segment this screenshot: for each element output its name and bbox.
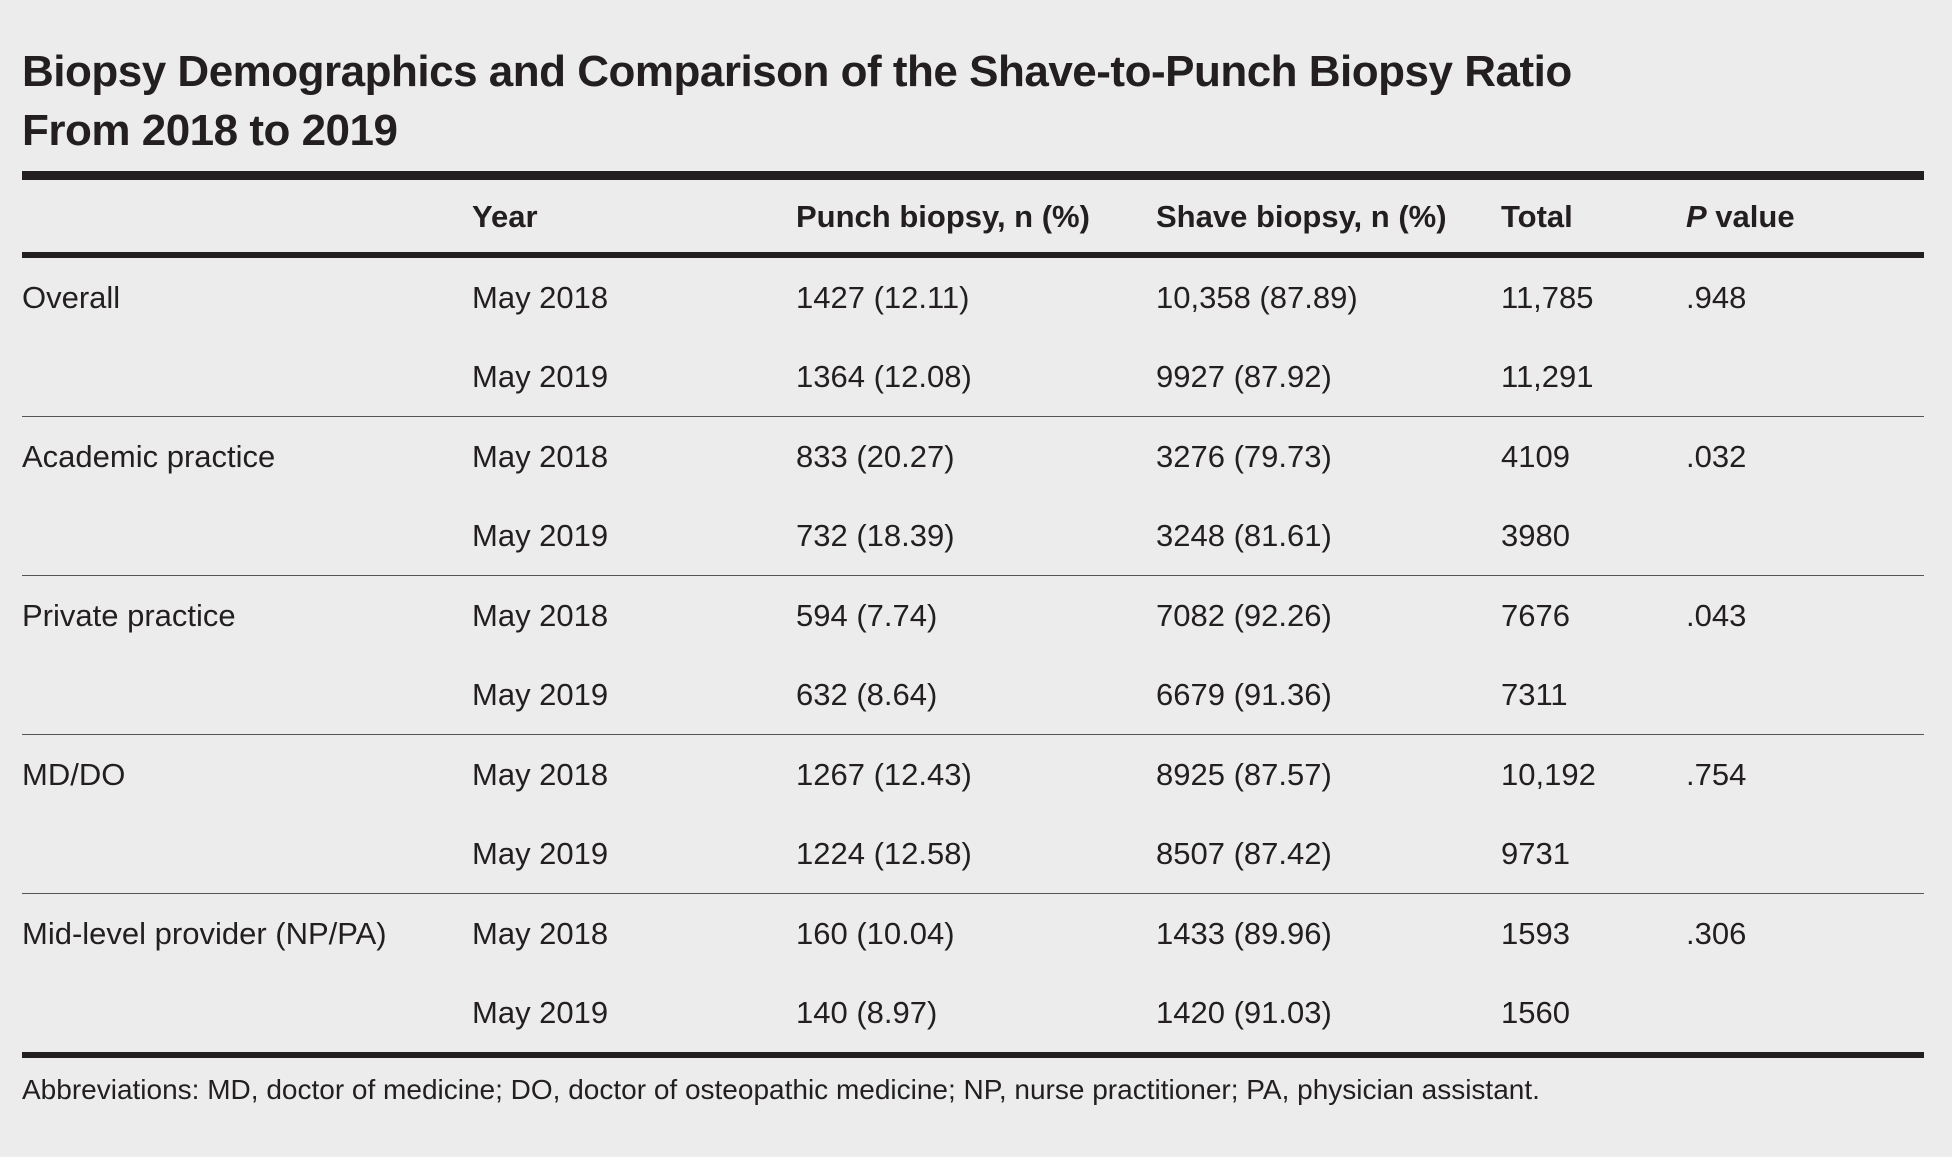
- cell-shave: 8925 (87.57): [1156, 756, 1332, 792]
- cell-p: .306: [1686, 915, 1747, 951]
- table-title: [22, 0, 1924, 160]
- cell-total: 1560: [1501, 994, 1570, 1030]
- header-row: [22, 180, 1924, 255]
- header-p-value: [1686, 180, 1924, 255]
- cell-total: 1593: [1501, 915, 1570, 951]
- table-row: [22, 735, 1924, 815]
- cell-category: MD/DO: [22, 756, 126, 792]
- cell-punch: 632 (8.64): [796, 676, 938, 712]
- cell-punch: 160 (10.04): [796, 915, 955, 951]
- cell-shave: 6679 (91.36): [1156, 676, 1332, 712]
- cell-category: Academic practice: [22, 438, 276, 474]
- footnote: Abbreviations: MD, doctor of medicine; DO, doctor of osteopathic medicine; NP, nurse practitioner; PA, physician assistant.: [22, 1074, 1540, 1105]
- header-punch: Punch biopsy, n (%): [796, 199, 1090, 234]
- cell-year: May 2019: [472, 676, 609, 712]
- bottom-rule: [22, 1052, 1924, 1058]
- cell-year: May 2019: [472, 517, 609, 553]
- cell-shave: 1433 (89.96): [1156, 915, 1332, 951]
- cell-punch: 732 (18.39): [796, 517, 955, 553]
- cell-punch: 833 (20.27): [796, 438, 955, 474]
- header-p-rest: value: [1706, 199, 1795, 234]
- cell-punch: 1224 (12.58): [796, 835, 972, 871]
- header-p-letter: P: [1686, 199, 1707, 234]
- cell-year: May 2019: [472, 358, 609, 394]
- cell-year: May 2019: [472, 994, 609, 1030]
- cell-shave: 7082 (92.26): [1156, 597, 1332, 633]
- biopsy-table: [22, 180, 1924, 1052]
- cell-p: .032: [1686, 438, 1747, 474]
- cell-total: 11,785: [1501, 279, 1594, 315]
- cell-p: [1686, 655, 1924, 735]
- cell-p: [1686, 814, 1924, 894]
- header-total: Total: [1501, 199, 1573, 234]
- top-rule: [22, 171, 1924, 180]
- table-row: [22, 496, 1924, 576]
- table-row: [22, 894, 1924, 974]
- cell-year: May 2018: [472, 915, 609, 951]
- cell-p: .043: [1686, 597, 1747, 633]
- cell-total: 10,192: [1501, 756, 1596, 792]
- cell-shave: 3276 (79.73): [1156, 438, 1332, 474]
- cell-year: May 2018: [472, 597, 609, 633]
- cell-punch: 1267 (12.43): [796, 756, 972, 792]
- table-row: [22, 973, 1924, 1052]
- table-row: [22, 417, 1924, 497]
- cell-p: .754: [1686, 756, 1747, 792]
- header-shave: Shave biopsy, n (%): [1156, 199, 1447, 234]
- cell-p: [1686, 973, 1924, 1052]
- table-row: [22, 655, 1924, 735]
- cell-punch: 140 (8.97): [796, 994, 938, 1030]
- title-line-2: From 2018 to 2019: [22, 106, 398, 155]
- cell-year: May 2018: [472, 756, 609, 792]
- title-line-1: Biopsy Demographics and Comparison of the Shave-to-Punch Biopsy Ratio: [22, 47, 1572, 96]
- table-row: [22, 576, 1924, 656]
- cell-p: [1686, 496, 1924, 576]
- cell-year: May 2018: [472, 279, 609, 315]
- cell-punch: 1364 (12.08): [796, 358, 972, 394]
- cell-shave: 1420 (91.03): [1156, 994, 1332, 1030]
- cell-category: [22, 814, 472, 894]
- cell-category: Mid-level provider (NP/PA): [22, 915, 387, 951]
- cell-total: 7676: [1501, 597, 1570, 633]
- table-row: [22, 814, 1924, 894]
- cell-total: 3980: [1501, 517, 1570, 553]
- cell-shave: 9927 (87.92): [1156, 358, 1332, 394]
- cell-total: 7311: [1501, 676, 1568, 712]
- table-figure: [22, 0, 1924, 1110]
- cell-total: 11,291: [1501, 358, 1594, 394]
- table-row: [22, 255, 1924, 337]
- cell-punch: 1427 (12.11): [796, 279, 970, 315]
- cell-category: [22, 496, 472, 576]
- header-category: [22, 180, 472, 255]
- cell-category: [22, 337, 472, 417]
- cell-total: 4109: [1501, 438, 1570, 474]
- cell-category: [22, 655, 472, 735]
- cell-category: Overall: [22, 279, 121, 315]
- cell-p: [1686, 337, 1924, 417]
- cell-year: May 2018: [472, 438, 609, 474]
- table-row: [22, 337, 1924, 417]
- cell-shave: 10,358 (87.89): [1156, 279, 1358, 315]
- cell-punch: 594 (7.74): [796, 597, 938, 633]
- header-year: Year: [472, 199, 538, 234]
- cell-p: .948: [1686, 279, 1747, 315]
- cell-category: [22, 973, 472, 1052]
- cell-category: Private practice: [22, 597, 236, 633]
- cell-shave: 8507 (87.42): [1156, 835, 1332, 871]
- cell-shave: 3248 (81.61): [1156, 517, 1332, 553]
- cell-year: May 2019: [472, 835, 609, 871]
- cell-total: 9731: [1501, 835, 1570, 871]
